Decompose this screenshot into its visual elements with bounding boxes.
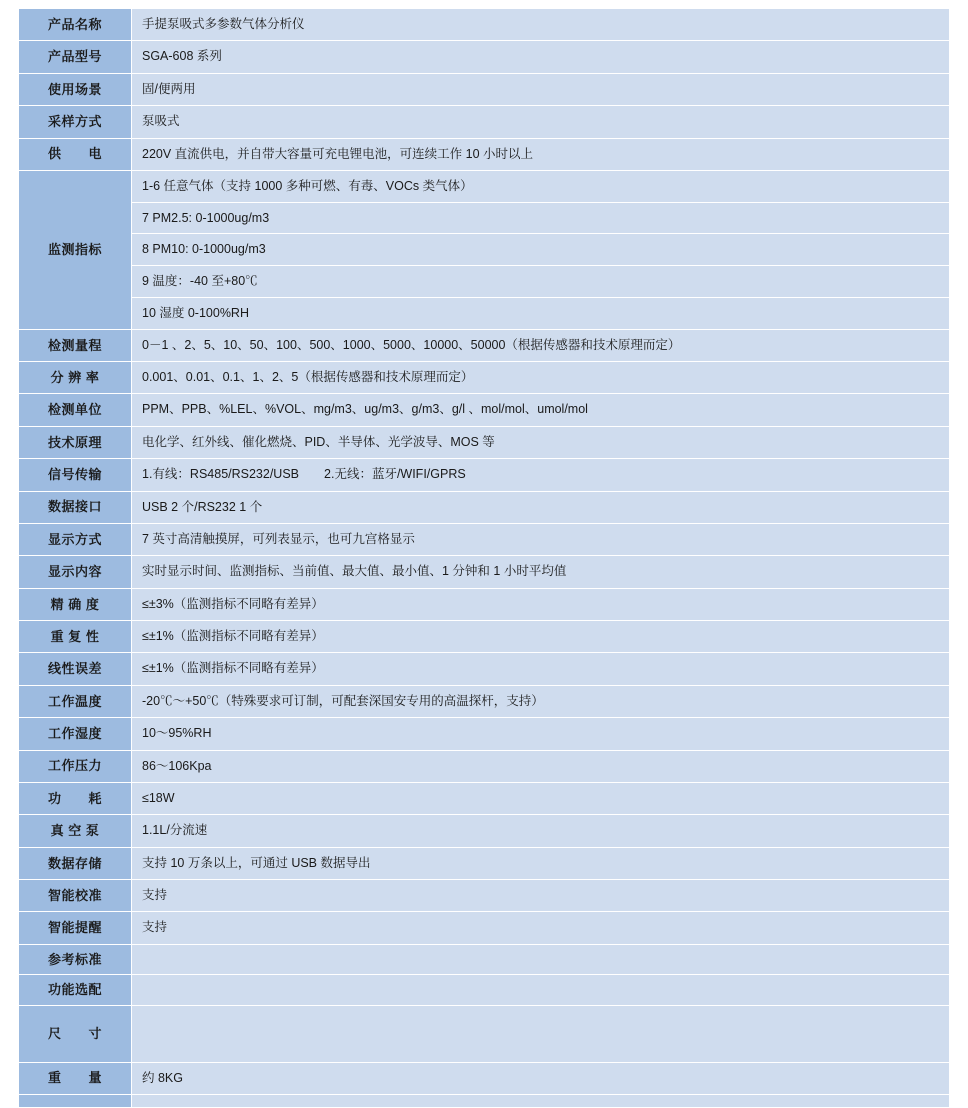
product-spec-table xyxy=(18,8,950,1108)
row-value: USB 2 个/RS232 1 个 xyxy=(132,491,950,523)
row-value-numbered xyxy=(132,1005,950,1062)
row-value: 支持 10 万条以上，可通过 USB 数据导出 xyxy=(132,847,950,879)
table-row xyxy=(19,1094,950,1107)
sub-row: 1-6 任意气体（支持 1000 多种可燃、有毒、VOCs 类气体） xyxy=(132,171,949,203)
row-label: 检测单位 xyxy=(19,394,132,426)
table-row xyxy=(19,459,950,491)
row-value xyxy=(132,1094,950,1107)
row-label: 检测量程 xyxy=(19,329,132,361)
row-label xyxy=(19,1094,132,1107)
row-value: SGA-608 系列 xyxy=(132,41,950,73)
row-label: 信号传输 xyxy=(19,459,132,491)
row-label: 使用场景 xyxy=(19,73,132,105)
row-value: 泵吸式 xyxy=(132,106,950,138)
spec-table-body xyxy=(19,9,950,1108)
table-row xyxy=(19,912,950,944)
table-row xyxy=(19,73,950,105)
row-value: 0.001、0.01、0.1、1、2、5（根据传感器和技术原理而定） xyxy=(132,362,950,394)
row-value: 电化学、红外线、催化燃烧、PID、半导体、光学波导、MOS 等 xyxy=(132,426,950,458)
table-row xyxy=(19,588,950,620)
row-value: 实时显示时间、监测指标、当前值、最大值、最小值、1 分钟和 1 小时平均值 xyxy=(132,556,950,588)
table-row xyxy=(19,782,950,814)
row-label: 功能选配 xyxy=(19,975,132,1006)
row-label: 数据接口 xyxy=(19,491,132,523)
row-label: 精 确 度 xyxy=(19,588,132,620)
table-row xyxy=(19,653,950,685)
row-label: 线性误差 xyxy=(19,653,132,685)
row-value: 0－1 、2、5、10、50、100、500、1000、5000、10000、50000（根据传感器和技术原理而定） xyxy=(132,329,950,361)
row-label: 重 量 xyxy=(19,1062,132,1094)
row-label: 重 复 性 xyxy=(19,621,132,653)
table-row xyxy=(19,41,950,73)
row-value: 7 英寸高清触摸屏，可列表显示，也可九宫格显示 xyxy=(132,523,950,555)
row-value: 固/便两用 xyxy=(132,73,950,105)
row-value: PPM、PPB、%LEL、%VOL、mg/m3、ug/m3、g/m3、g/l 、mol/mol、umol/mol xyxy=(132,394,950,426)
table-row xyxy=(19,106,950,138)
table-row xyxy=(19,685,950,717)
table-row xyxy=(19,621,950,653)
row-label: 功 耗 xyxy=(19,782,132,814)
table-row xyxy=(19,362,950,394)
sub-row: 10 湿度 0-100%RH xyxy=(142,305,249,320)
row-value xyxy=(132,944,950,975)
row-label: 数据存储 xyxy=(19,847,132,879)
row-value: 220V 直流供电，并自带大容量可充电锂电池，可连续工作 10 小时以上 xyxy=(132,138,950,170)
table-row xyxy=(19,394,950,426)
row-value: 约 8KG xyxy=(132,1062,950,1094)
table-row xyxy=(19,815,950,847)
table-row xyxy=(19,847,950,879)
table-row xyxy=(19,523,950,555)
sub-row: 7 PM2.5: 0-1000ug/m3 xyxy=(132,203,949,235)
row-label: 显示方式 xyxy=(19,523,132,555)
row-label: 智能提醒 xyxy=(19,912,132,944)
row-value: 支持 xyxy=(132,912,950,944)
row-value: ≤18W xyxy=(132,782,950,814)
row-value: 86～106Kpa xyxy=(132,750,950,782)
row-value-list xyxy=(132,170,950,329)
row-value: ≤±1%（监测指标不同略有差异） xyxy=(132,621,950,653)
table-row xyxy=(19,944,950,975)
optional-item xyxy=(142,1012,941,1034)
row-label: 智能校准 xyxy=(19,880,132,912)
table-row xyxy=(19,718,950,750)
table-row xyxy=(19,880,950,912)
table-row-optional-functions xyxy=(19,1005,950,1062)
row-label: 产品型号 xyxy=(19,41,132,73)
row-label: 工作湿度 xyxy=(19,718,132,750)
row-label: 参考标准 xyxy=(19,944,132,975)
row-value-multiline xyxy=(132,975,950,1006)
row-value: ≤±1%（监测指标不同略有差异） xyxy=(132,653,950,685)
row-value: 1.1L/分流速 xyxy=(132,815,950,847)
row-label: 产品名称 xyxy=(19,9,132,41)
sub-row: 9 温度：-40 至+80℃ xyxy=(132,266,949,298)
row-label: 采样方式 xyxy=(19,106,132,138)
table-row xyxy=(19,329,950,361)
table-row xyxy=(19,426,950,458)
row-value: 1.有线：RS485/RS232/USB 2.无线：蓝牙/WIFI/GPRS xyxy=(132,459,950,491)
row-value: 支持 xyxy=(132,880,950,912)
row-value: 手提泵吸式多参数气体分析仪 xyxy=(132,9,950,41)
row-value: -20℃～+50℃（特殊要求可订制，可配套深国安专用的高温探杆，支持） xyxy=(132,685,950,717)
table-row-monitoring-indicators xyxy=(19,170,950,329)
row-value: ≤±3%（监测指标不同略有差异） xyxy=(132,588,950,620)
table-row xyxy=(19,491,950,523)
row-label: 工作温度 xyxy=(19,685,132,717)
table-row xyxy=(19,138,950,170)
row-label: 工作压力 xyxy=(19,750,132,782)
table-row xyxy=(19,9,950,41)
table-row xyxy=(19,1062,950,1094)
table-row-reference-standards xyxy=(19,975,950,1006)
sub-row: 8 PM10: 0-1000ug/m3 xyxy=(132,234,949,266)
optional-item xyxy=(142,1034,941,1056)
table-row xyxy=(19,750,950,782)
row-label: 真 空 泵 xyxy=(19,815,132,847)
table-row xyxy=(19,556,950,588)
row-label: 显示内容 xyxy=(19,556,132,588)
row-label: 监测指标 xyxy=(19,170,132,329)
row-label: 技术原理 xyxy=(19,426,132,458)
row-label: 分 辨 率 xyxy=(19,362,132,394)
row-value: 10～95%RH xyxy=(132,718,950,750)
row-label: 尺 寸 xyxy=(19,1005,132,1062)
row-label: 供 电 xyxy=(19,138,132,170)
